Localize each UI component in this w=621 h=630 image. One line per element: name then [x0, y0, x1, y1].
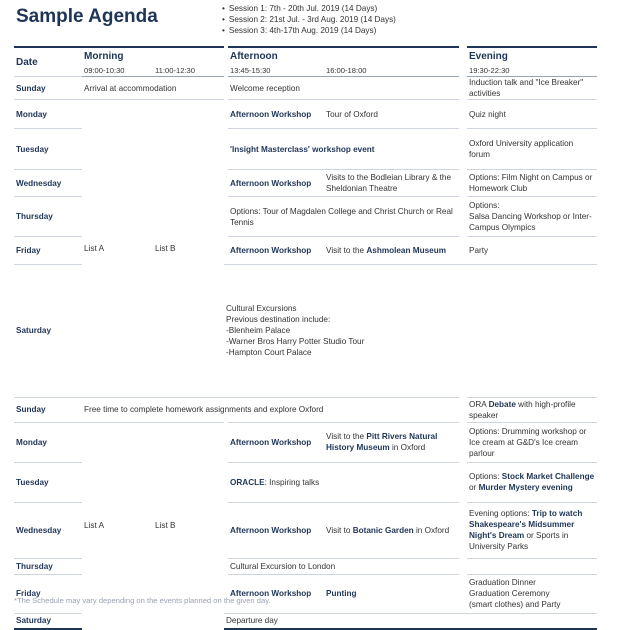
session-item: • Session 1: 7th - 20th Jul. 2019 (14 Days) — [222, 3, 396, 14]
day-label: Sunday — [14, 77, 82, 100]
day-label: Tuesday — [14, 129, 82, 170]
table-row — [14, 422, 597, 462]
day-label: Thursday — [14, 197, 82, 237]
evening-line: Salsa Dancing Workshop or Inter-Campus Olympics — [469, 212, 592, 232]
evening-cell — [467, 558, 597, 574]
evening-cell — [467, 197, 597, 237]
day-label: Wednesday — [14, 170, 82, 197]
day-label: Saturday — [14, 613, 82, 629]
day-label: Sunday — [14, 397, 82, 422]
text-span: Evening options: — [469, 509, 532, 518]
text-highlight: Murder Mystery evening — [478, 483, 573, 492]
afternoon-activity-cell — [324, 422, 459, 462]
table-row — [14, 397, 597, 422]
text-highlight: Botanic Garden — [352, 525, 414, 535]
afternoon-workshop-cell: Afternoon Workshop — [228, 237, 324, 265]
session-list — [222, 3, 396, 36]
afternoon-workshop-cell: Afternoon Workshop — [228, 100, 324, 129]
session-item: • Session 2: 21st Jul. - 3rd Aug. 2019 (14 Days) — [222, 14, 396, 25]
afternoon-workshop-cell: Afternoon Workshop — [228, 502, 324, 558]
agenda-table — [14, 46, 597, 630]
text-span: with high-profile speaker — [469, 399, 576, 420]
text-span: or — [469, 483, 479, 492]
evening-cell — [467, 397, 597, 422]
day-label: Friday — [14, 237, 82, 265]
afternoon-cell: 'Insight Masterclass' workshop event — [228, 129, 459, 170]
text-span: in Oxford — [389, 443, 426, 452]
day-label: Monday — [14, 100, 82, 129]
header-morning: Morning — [82, 47, 224, 64]
evening-cell: Options: Drumming workshop or Ice cream at G&D's Ice cream parlour — [467, 422, 597, 462]
text-span: ORA — [469, 399, 489, 409]
afternoon-cell: Options: Tour of Magdalen College and Christ Church or Real Tennis — [228, 197, 459, 237]
header-afternoon: Afternoon — [228, 47, 459, 64]
day-label: Wednesday — [14, 502, 82, 558]
text-span: : Inspiring talks — [264, 477, 320, 487]
session-item: • Session 3: 4th-17th Aug. 2019 (14 Days) — [222, 25, 396, 36]
list-a-cell: List A — [82, 100, 153, 398]
header-date: Date — [14, 47, 82, 77]
excursion-line: -Blenheim Palace — [226, 326, 291, 336]
list-a-cell: List A — [82, 422, 153, 629]
text-highlight: Stock Market Challenge — [501, 472, 595, 481]
table-row — [14, 77, 597, 100]
excursion-line: Previous destination include: — [226, 315, 331, 325]
excursion-cell — [224, 265, 597, 398]
text-span: Visit to the — [326, 246, 367, 255]
day-label: Tuesday — [14, 462, 82, 502]
day-label: Saturday — [14, 265, 82, 398]
evening-line: (smart clothes) and Party — [469, 600, 561, 609]
evening-cell: Party — [467, 237, 597, 265]
afternoon-workshop-cell: Afternoon Workshop — [228, 574, 324, 613]
excursion-line: -Warner Bros Harry Potter Studio Tour — [226, 337, 365, 347]
text-highlight: Ashmolean Museum — [366, 246, 446, 255]
footnote: *The Schedule may vary depending on the events planned on the given day. — [14, 596, 271, 605]
time-slot: 16:00-18:00 — [324, 64, 459, 77]
afternoon-activity-cell: Punting — [324, 574, 459, 613]
time-slot: 19:30-22:30 — [467, 64, 597, 77]
evening-cell — [467, 462, 597, 502]
evening-line: Graduation Ceremony — [469, 589, 550, 598]
list-b-cell: List B — [153, 422, 224, 629]
afternoon-activity-cell — [324, 237, 459, 265]
header-evening: Evening — [467, 47, 597, 64]
time-slot: 09:00-10:30 — [82, 64, 153, 77]
evening-line: Options: — [469, 201, 500, 210]
text-span: Options: — [469, 472, 502, 481]
morning-cell: Arrival at accommodation — [82, 77, 224, 100]
evening-cell: Induction talk and "Ice Breaker" activities — [467, 77, 597, 100]
page-title: Sample Agenda — [16, 6, 158, 27]
daytime-cell: Free time to complete homework assignments and explore Oxford — [82, 397, 459, 422]
time-slot: 13:45-15:30 — [228, 64, 324, 77]
afternoon-activity-cell — [324, 502, 459, 558]
afternoon-activity-cell: Tour of Oxford — [324, 100, 459, 129]
table-row — [14, 100, 597, 129]
daytime-cell: Departure day — [224, 613, 597, 629]
afternoon-cell — [228, 462, 459, 502]
evening-cell — [467, 574, 597, 613]
text-highlight: Pitt Rivers Natural History Museum — [326, 432, 438, 452]
day-label: Thursday — [14, 558, 82, 574]
evening-cell: Oxford University application forum — [467, 129, 597, 170]
text-highlight: ORACLE — [230, 477, 265, 487]
excursion-line: -Hampton Court Palace — [226, 348, 312, 358]
text-span: Visit to the — [326, 432, 367, 441]
day-label: Friday — [14, 574, 82, 613]
evening-line: Graduation Dinner — [469, 578, 536, 587]
afternoon-cell: Cultural Excursion to London — [228, 558, 459, 574]
text-highlight: Debate — [488, 399, 516, 409]
evening-cell: Options: Film Night on Campus or Homework Club — [467, 170, 597, 197]
text-span: or Sports in University Parks — [469, 531, 569, 551]
excursion-line: Cultural Excursions — [226, 304, 297, 314]
afternoon-workshop-cell: Afternoon Workshop — [228, 422, 324, 462]
day-label: Monday — [14, 422, 82, 462]
afternoon-activity-cell: Visits to the Bodleian Library & the Sheldonian Theatre — [324, 170, 459, 197]
evening-cell — [467, 502, 597, 558]
evening-cell: Quiz night — [467, 100, 597, 129]
text-span: Visit to — [326, 525, 353, 535]
afternoon-workshop-cell: Afternoon Workshop — [228, 170, 324, 197]
time-slot: 11:00-12:30 — [153, 64, 224, 77]
list-b-cell: List B — [153, 100, 224, 398]
text-highlight: Trip to watch Shakespeare's Midsummer Night's Dream — [469, 509, 583, 540]
afternoon-cell: Welcome reception — [228, 77, 459, 100]
text-span: in Oxford — [413, 525, 450, 535]
